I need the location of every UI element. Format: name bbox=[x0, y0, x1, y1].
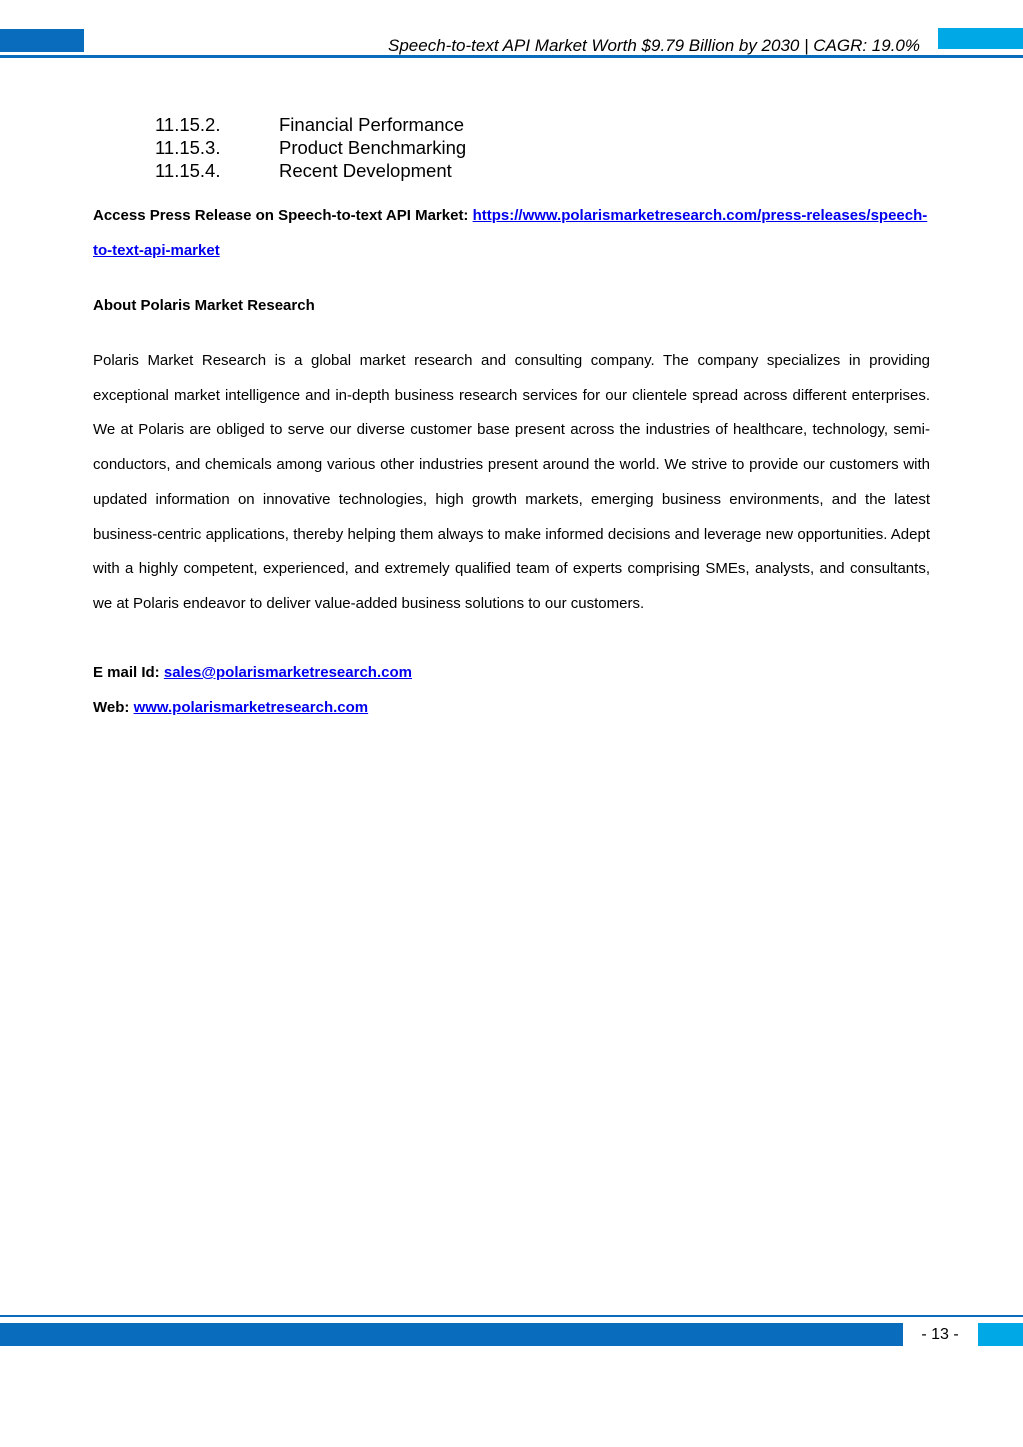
about-paragraph: Polaris Market Research is a global market research and consulting company. The company specializes in providing exceptional market intelligence and in-depth business research services for our clientele spread across different enterprises. We at Polaris are obliged to serve our diverse customer base present across the industries of healthcare, technology, semi-conductors, and chemicals among various other industries present around the world. We strive to provide our customers with updated information on innovative technologies, high growth markets, emerging business environments, and the latest business-centric applications, thereby helping them always to make informed decisions and leverage new opportunities. Adept with a highly competent, experienced, and extremely qualified team of experts comprising SMEs, analysts, and consultants, we at Polaris endeavor to deliver value-added business solutions to our customers. bbox=[93, 352, 930, 612]
press-release-label: Access Press Release on Speech-to-text API Market: bbox=[93, 207, 469, 224]
header-rule bbox=[0, 55, 1023, 58]
header-accent-left bbox=[0, 29, 84, 52]
web-link[interactable]: www.polarismarketresearch.com bbox=[133, 698, 369, 716]
toc-item-number: 11.15.4. bbox=[155, 160, 221, 181]
page-number: - 13 - bbox=[921, 1326, 959, 1343]
toc-item bbox=[155, 136, 466, 159]
footer-rule bbox=[0, 1315, 1023, 1317]
footer-bar-left bbox=[0, 1323, 903, 1346]
toc-item bbox=[155, 159, 466, 182]
email-line bbox=[93, 656, 930, 691]
web-label: Web: bbox=[93, 698, 130, 716]
toc-item-label: Product Benchmarking bbox=[279, 137, 467, 158]
email-label: E mail Id: bbox=[93, 664, 160, 681]
toc-item-label: Financial Performance bbox=[279, 114, 465, 135]
press-release-line bbox=[93, 199, 930, 268]
toc-list bbox=[155, 113, 466, 182]
email-link[interactable]: sales@polarismarketresearch.com bbox=[163, 664, 412, 681]
toc-item bbox=[155, 113, 466, 136]
toc-item-label: Recent Development bbox=[279, 160, 452, 181]
press-release-link[interactable]: https://www.polarismarketresearch.com/press-releases/speech-to-text-api-market bbox=[93, 207, 928, 259]
toc-item-number: 11.15.3. bbox=[155, 137, 221, 158]
contact-block bbox=[93, 656, 930, 725]
about-heading: About Polaris Market Research bbox=[93, 297, 315, 314]
footer-bar-right bbox=[978, 1323, 1023, 1346]
web-line bbox=[93, 691, 930, 726]
header-accent-right bbox=[938, 28, 1023, 49]
toc-item-number: 11.15.2. bbox=[155, 114, 221, 135]
header-title: Speech-to-text API Market Worth $9.79 Billion by 2030 | CAGR: 19.0% bbox=[388, 36, 920, 55]
